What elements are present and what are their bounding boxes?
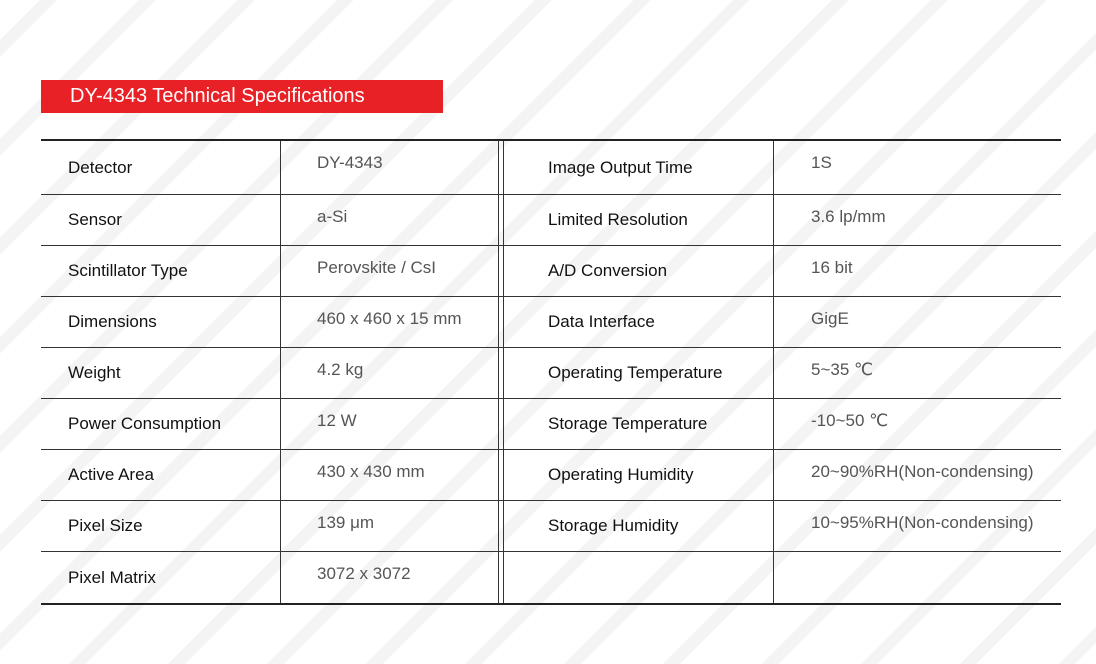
table-row xyxy=(41,552,1061,603)
spec-value: DY-4343 xyxy=(281,141,499,194)
spec-value: 3072 x 3072 xyxy=(281,552,499,603)
spec-label xyxy=(504,552,774,603)
table-row xyxy=(41,297,1061,348)
spec-label: Storage Temperature xyxy=(504,399,774,449)
spec-value: a-Si xyxy=(281,195,499,245)
spec-value: -10~50 ℃ xyxy=(811,411,889,430)
spec-label: Scintillator Type xyxy=(41,246,281,296)
spec-value: 430 x 430 mm xyxy=(281,450,499,500)
spec-value: 4.2 kg xyxy=(281,348,499,398)
spec-table xyxy=(41,139,1061,605)
spec-label: Image Output Time xyxy=(504,141,774,194)
table-row xyxy=(41,141,1061,195)
spec-value: 10~95%RH(Non-condensing) xyxy=(811,513,1034,532)
spec-value: 16 bit xyxy=(811,258,853,277)
table-row xyxy=(41,195,1061,246)
spec-label: Pixel Size xyxy=(41,501,281,551)
spec-label: Active Area xyxy=(41,450,281,500)
spec-value: 20~90%RH(Non-condensing) xyxy=(811,462,1034,481)
spec-value: 12 W xyxy=(281,399,499,449)
table-row xyxy=(41,450,1061,501)
spec-value: 5~35 ℃ xyxy=(811,360,874,379)
spec-label: Storage Humidity xyxy=(504,501,774,551)
spec-label: Power Consumption xyxy=(41,399,281,449)
table-row xyxy=(41,348,1061,399)
table-row xyxy=(41,399,1061,450)
table-row xyxy=(41,501,1061,552)
spec-label: Data Interface xyxy=(504,297,774,347)
spec-label: Limited Resolution xyxy=(504,195,774,245)
spec-value: 3.6 lp/mm xyxy=(811,207,886,226)
spec-label: Operating Humidity xyxy=(504,450,774,500)
spec-label: A/D Conversion xyxy=(504,246,774,296)
spec-label: Pixel Matrix xyxy=(41,552,281,603)
spec-label: Operating Temperature xyxy=(504,348,774,398)
spec-value: Perovskite / CsI xyxy=(281,246,499,296)
spec-value xyxy=(774,552,1061,603)
spec-value: GigE xyxy=(811,309,849,328)
page-title: DY-4343 Technical Specifications xyxy=(41,80,443,113)
spec-value: 139 μm xyxy=(281,501,499,551)
spec-label: Sensor xyxy=(41,195,281,245)
spec-label: Weight xyxy=(41,348,281,398)
spec-label: Detector xyxy=(41,141,281,194)
spec-value: 1S xyxy=(811,153,832,172)
table-row xyxy=(41,246,1061,297)
spec-value: 460 x 460 x 15 mm xyxy=(281,297,499,347)
spec-label: Dimensions xyxy=(41,297,281,347)
